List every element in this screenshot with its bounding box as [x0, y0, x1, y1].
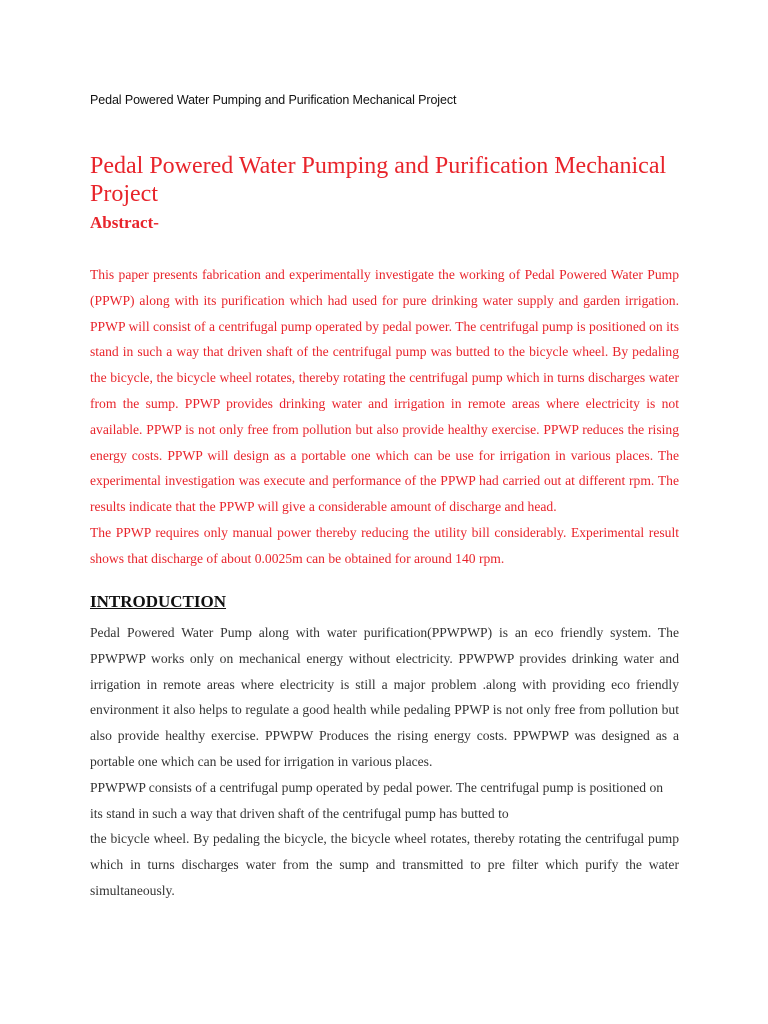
introduction-body	[90, 620, 679, 904]
introduction-paragraph: PPWPWP consists of a centrifugal pump operated by pedal power. The centrifugal pump is positioned on its stand in such a way that driven shaft of the centrifugal pump has butted to	[90, 779, 664, 821]
abstract-paragraph: This paper presents fabrication and experimentally investigate the working of Pedal Powered Water Pump (PPWP) along with its purification which had used for pure drinking water supply and garden irrigation. PPWP will consist of a centrifugal pump operated by pedal power. The centrifugal pump is positioned on its stand in such a way that driven shaft of the centrifugal pump was butted to the bicycle wheel. By pedaling the bicycle, the bicycle wheel rotates, thereby rotating the centrifugal pump which in turns discharges water from the sump. PPWP provides drinking water and irrigation in remote areas where electricity is not available. PPWP is not only free from pollution but also provide healthy exercise. PPWP reduces the rising energy costs. PPWP will design as a portable one which can be use for irrigation in various places. The experimental investigation was execute and performance of the PPWP had carried out at different rpm. The results indicate that the PPWP will give a considerable amount of discharge and head.	[90, 267, 679, 515]
abstract-paragraph: The PPWP requires only manual power thereby reducing the utility bill considerably. Experimental result shows that discharge of about 0.0025m can be obtained for around 140 rpm.	[90, 524, 679, 566]
introduction-heading: INTRODUCTION	[90, 592, 227, 611]
abstract-body	[90, 262, 679, 572]
introduction-paragraph: Pedal Powered Water Pump along with water purification(PPWPWP) is an eco friendly system. The PPWPWP works only on mechanical energy without electricity. PPWPWP provides drinking water and irrigation in remote areas where electricity is still a major problem .along with providing eco friendly environment it also helps to regulate a good health while pedaling PPWP is not only free from pollution but also provide healthy exercise. PPWPW Produces the rising energy costs. PPWPWP was designed as a portable one which can be used for irrigation in various places.	[90, 625, 679, 769]
document-title: Pedal Powered Water Pumping and Purification Mechanical Project	[90, 153, 667, 207]
introduction-paragraph: the bicycle wheel. By pedaling the bicycle, the bicycle wheel rotates, thereby rotating the centrifugal pump which in turns discharges water from the sump and transmitted to pre filter which purify the water simultaneously.	[90, 831, 679, 898]
running-header: Pedal Powered Water Pumping and Purification Mechanical Project	[90, 93, 457, 107]
abstract-heading: Abstract-	[90, 213, 159, 232]
